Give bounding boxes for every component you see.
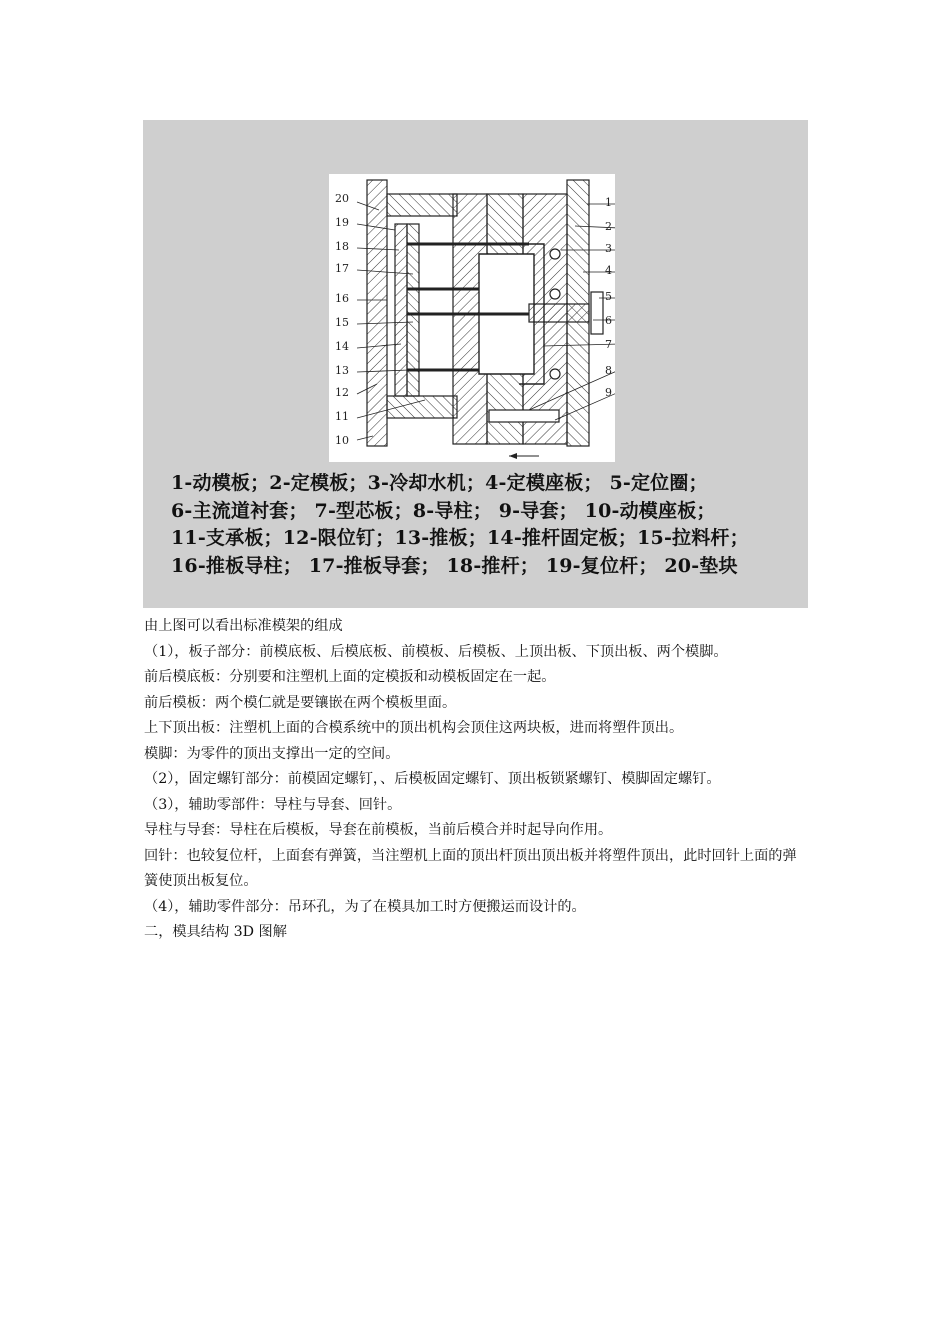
label-right-9: 9 [605,386,612,399]
label-right-4: 4 [605,264,612,277]
paragraph-lifting-hole: （4），辅助零件部分：吊环孔，为了在模具加工时方便搬运而设计的。 [144,898,586,915]
section-heading-3d: 二，模具结构 3D 图解 [144,924,287,940]
figure-legend [171,470,801,580]
label-left-18: 18 [335,240,349,253]
label-left-12: 12 [335,386,349,399]
label-left-19: 19 [335,216,349,229]
label-left-14: 14 [335,340,349,353]
legend-line-1: 1-动模板；2-定模板；3-冷却水机；4-定模座板； 5-定位圈； [171,472,708,494]
label-right-7: 7 [605,338,612,351]
paragraph-auxiliary-parts: （3），辅助零部件：导柱与导套、回针。 [144,796,402,813]
body-text [144,614,810,946]
paragraph-clamp-plates: 前后模底板：分别要和注塑机上面的定模扳和动模板固定在一起。 [144,669,556,685]
label-left-13: 13 [335,364,349,377]
legend-line-4: 16-推板导柱； 17-推板导套； 18-推杆； 19-复位杆； 20-垫块 [171,554,738,577]
label-right-1: 1 [605,196,612,209]
mold-figure-panel [143,120,808,608]
label-right-6: 6 [605,314,612,327]
paragraph-intro: 由上图可以看出标准模架的组成 [144,618,343,634]
label-left-10: 10 [335,434,349,447]
label-left-20: 20 [335,192,349,205]
legend-line-3: 11-支承板；12-限位钉；13-推板；14-推杆固定板；15-拉料杆； [171,527,749,549]
label-left-17: 17 [335,262,349,275]
paragraph-ejector-plates: 上下顶出板：注塑机上面的合模系统中的顶出机构会顶住这两块板，进而将塑件顶出。 [144,720,684,736]
mold-section-drawing [329,174,615,462]
paragraph-guide-pin: 导柱与导套：导柱在后模板，导套在前模板，当前后模合并时起导向作用。 [144,822,613,838]
paragraph-return-pin: 回针：也较复位杆，上面套有弹簧，当注塑机上面的顶出杆顶出顶出板并将塑件顶出，此时回针上面的弹簧使顶出板复位。 [144,847,797,889]
legend-line-2: 6-主流道衬套； 7-型芯板；8-导柱； 9-导套； 10-动模座板； [171,499,716,522]
paragraph-plates: （1），板子部分：前模底板、后模底板、前模板、后模板、上顶出板、下顶出板、两个模脚。 [144,643,728,660]
label-right-2: 2 [605,220,612,233]
label-right-3: 3 [605,242,612,255]
paragraph-mold-feet: 模脚：为零件的顶出支撑出一定的空间。 [144,745,400,762]
label-right-8: 8 [605,364,612,377]
paragraph-screws: （2），固定螺钉部分：前模固定螺钉，、后模板固定螺钉、顶出板锁紧螺钉、模脚固定螺钉。 [144,771,721,787]
label-left-16: 16 [335,292,349,305]
label-right-5: 5 [605,290,612,303]
label-left-15: 15 [335,316,349,329]
label-left-11: 11 [335,410,349,423]
paragraph-mold-plates: 前后模板：两个模仁就是要镶嵌在两个模板里面。 [144,694,457,711]
